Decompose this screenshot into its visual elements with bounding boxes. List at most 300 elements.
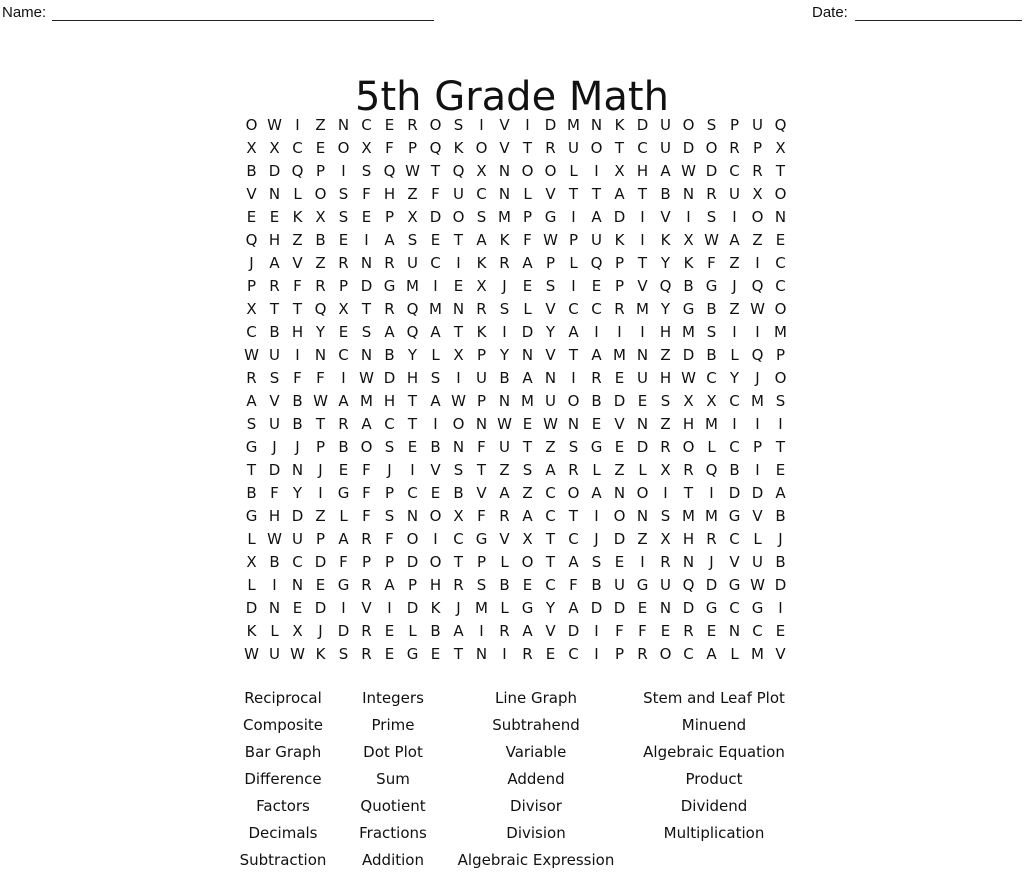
grid-letter[interactable]: I (433, 530, 438, 548)
grid-letter[interactable]: L (293, 185, 302, 203)
grid-letter[interactable]: S (499, 300, 510, 318)
grid-letter[interactable]: S (338, 185, 349, 203)
grid-letter[interactable]: K (315, 645, 326, 663)
grid-letter[interactable]: I (341, 162, 346, 180)
grid-letter[interactable]: Z (752, 231, 763, 249)
grid-letter[interactable]: A (338, 530, 349, 548)
grid-letter[interactable]: F (523, 231, 532, 249)
grid-letter[interactable]: I (709, 484, 714, 502)
grid-letter[interactable]: S (453, 461, 464, 479)
grid-letter[interactable]: F (362, 185, 371, 203)
grid-letter[interactable]: R (637, 645, 648, 663)
grid-letter[interactable]: P (384, 484, 395, 502)
grid-letter[interactable]: I (502, 645, 507, 663)
grid-letter[interactable]: K (660, 231, 671, 249)
grid-letter[interactable]: X (706, 392, 717, 410)
grid-letter[interactable]: U (476, 369, 487, 387)
grid-letter[interactable]: I (755, 254, 760, 272)
grid-letter[interactable]: A (614, 185, 625, 203)
grid-letter[interactable]: B (384, 346, 395, 364)
grid-letter[interactable]: C (729, 530, 740, 548)
grid-letter[interactable]: E (430, 645, 441, 663)
grid-letter[interactable]: N (475, 645, 488, 663)
grid-letter[interactable]: E (384, 645, 395, 663)
grid-letter[interactable]: Z (660, 346, 671, 364)
grid-letter[interactable]: F (293, 369, 302, 387)
grid-letter[interactable]: Y (660, 254, 671, 272)
grid-letter[interactable]: D (268, 461, 281, 479)
grid-letter[interactable]: B (315, 231, 326, 249)
grid-letter[interactable]: O (682, 116, 695, 134)
grid-letter[interactable]: G (475, 530, 488, 548)
grid-letter[interactable]: O (544, 162, 557, 180)
grid-letter[interactable]: Q (452, 162, 465, 180)
grid-letter[interactable]: A (522, 622, 533, 640)
grid-letter[interactable]: I (295, 346, 300, 364)
grid-letter[interactable]: L (408, 622, 417, 640)
grid-letter[interactable]: I (295, 116, 300, 134)
grid-letter[interactable]: R (453, 576, 464, 594)
grid-letter[interactable]: W (244, 346, 259, 364)
grid-letter[interactable]: T (407, 392, 418, 410)
grid-letter[interactable]: B (591, 392, 602, 410)
grid-letter[interactable]: R (683, 622, 694, 640)
grid-letter[interactable]: E (706, 622, 717, 640)
grid-letter[interactable]: D (383, 369, 396, 387)
grid-letter[interactable]: E (361, 208, 372, 226)
grid-letter[interactable]: D (682, 139, 695, 157)
grid-letter[interactable]: I (341, 369, 346, 387)
grid-letter[interactable]: J (502, 277, 507, 295)
grid-letter[interactable]: U (660, 576, 671, 594)
grid-letter[interactable]: P (246, 277, 257, 295)
grid-letter[interactable]: B (430, 438, 441, 456)
grid-letter[interactable]: M (567, 116, 580, 134)
grid-letter[interactable]: C (430, 254, 441, 272)
grid-letter[interactable]: E (384, 622, 395, 640)
grid-letter[interactable]: P (407, 139, 418, 157)
grid-letter[interactable]: R (338, 415, 349, 433)
grid-letter[interactable]: U (637, 369, 648, 387)
grid-letter[interactable]: S (269, 369, 280, 387)
grid-letter[interactable]: R (384, 300, 395, 318)
grid-letter[interactable]: N (314, 346, 327, 364)
grid-letter[interactable]: A (522, 507, 533, 525)
grid-letter[interactable]: P (384, 553, 395, 571)
grid-letter[interactable]: V (269, 392, 280, 410)
grid-letter[interactable]: Q (751, 277, 764, 295)
grid-letter[interactable]: K (683, 254, 694, 272)
grid-letter[interactable]: J (732, 277, 737, 295)
grid-letter[interactable]: O (751, 208, 764, 226)
grid-letter[interactable]: H (268, 507, 281, 525)
grid-letter[interactable]: U (453, 185, 464, 203)
grid-letter[interactable]: R (545, 139, 556, 157)
grid-letter[interactable]: C (568, 530, 579, 548)
grid-letter[interactable]: C (683, 645, 694, 663)
grid-letter[interactable]: Q (751, 346, 764, 364)
grid-letter[interactable]: G (728, 576, 741, 594)
grid-letter[interactable]: U (407, 254, 418, 272)
grid-letter[interactable]: Z (545, 438, 556, 456)
grid-letter[interactable]: P (315, 438, 326, 456)
grid-letter[interactable]: D (337, 622, 350, 640)
grid-letter[interactable]: S (568, 438, 579, 456)
grid-letter[interactable]: I (456, 254, 461, 272)
grid-letter[interactable]: K (614, 231, 625, 249)
grid-letter[interactable]: S (706, 323, 717, 341)
grid-letter[interactable]: V (499, 530, 510, 548)
grid-letter[interactable]: O (337, 139, 350, 157)
grid-letter[interactable]: Z (522, 484, 533, 502)
grid-letter[interactable]: R (499, 254, 510, 272)
grid-letter[interactable]: C (246, 323, 257, 341)
grid-letter[interactable]: E (338, 461, 349, 479)
grid-letter[interactable]: V (246, 185, 257, 203)
grid-letter[interactable]: P (315, 162, 326, 180)
grid-letter[interactable]: L (730, 346, 739, 364)
grid-letter[interactable]: E (292, 599, 303, 617)
grid-letter[interactable]: X (752, 185, 763, 203)
grid-letter[interactable]: N (498, 185, 511, 203)
grid-letter[interactable]: A (499, 484, 510, 502)
grid-letter[interactable]: I (433, 277, 438, 295)
grid-letter[interactable]: H (636, 162, 649, 180)
grid-letter[interactable]: Q (590, 254, 603, 272)
grid-letter[interactable]: D (751, 484, 764, 502)
grid-letter[interactable]: L (753, 530, 762, 548)
grid-letter[interactable]: Q (429, 139, 442, 157)
grid-letter[interactable]: N (360, 346, 373, 364)
grid-letter[interactable]: G (521, 599, 534, 617)
grid-letter[interactable]: M (360, 392, 373, 410)
grid-letter[interactable]: T (453, 553, 464, 571)
grid-letter[interactable]: N (682, 185, 695, 203)
grid-letter[interactable]: O (429, 553, 442, 571)
grid-letter[interactable]: R (246, 369, 257, 387)
grid-letter[interactable]: W (267, 530, 282, 548)
grid-letter[interactable]: B (499, 576, 510, 594)
word-search-grid[interactable] (240, 114, 792, 666)
grid-letter[interactable]: B (453, 484, 464, 502)
grid-letter[interactable]: V (499, 116, 510, 134)
grid-letter[interactable]: F (362, 461, 371, 479)
grid-letter[interactable]: S (476, 576, 487, 594)
grid-letter[interactable]: C (545, 484, 556, 502)
grid-letter[interactable]: D (613, 392, 626, 410)
grid-letter[interactable]: U (660, 139, 671, 157)
grid-letter[interactable]: J (318, 461, 323, 479)
grid-letter[interactable]: E (545, 645, 556, 663)
grid-letter[interactable]: T (453, 323, 464, 341)
grid-letter[interactable]: D (728, 484, 741, 502)
grid-letter[interactable]: E (522, 415, 533, 433)
grid-letter[interactable]: M (429, 300, 442, 318)
grid-letter[interactable]: I (387, 599, 392, 617)
grid-letter[interactable]: D (314, 599, 327, 617)
grid-letter[interactable]: F (385, 530, 394, 548)
grid-letter[interactable]: W (451, 392, 466, 410)
grid-letter[interactable]: I (272, 576, 277, 594)
grid-letter[interactable]: R (568, 461, 579, 479)
grid-letter[interactable]: T (775, 438, 786, 456)
grid-letter[interactable]: Q (774, 116, 787, 134)
grid-letter[interactable]: R (338, 254, 349, 272)
grid-letter[interactable]: I (410, 461, 415, 479)
grid-letter[interactable]: D (705, 162, 718, 180)
grid-letter[interactable]: L (707, 438, 716, 456)
grid-letter[interactable]: T (361, 300, 372, 318)
grid-letter[interactable]: V (292, 254, 303, 272)
grid-letter[interactable]: I (755, 323, 760, 341)
grid-letter[interactable]: R (499, 622, 510, 640)
grid-letter[interactable]: G (245, 438, 258, 456)
grid-letter[interactable]: N (268, 599, 281, 617)
grid-letter[interactable]: E (637, 599, 648, 617)
grid-letter[interactable]: I (456, 369, 461, 387)
grid-letter[interactable]: P (729, 116, 740, 134)
grid-letter[interactable]: T (568, 507, 579, 525)
grid-letter[interactable]: M (682, 323, 695, 341)
grid-letter[interactable]: B (292, 415, 303, 433)
grid-letter[interactable]: E (338, 323, 349, 341)
grid-letter[interactable]: R (361, 576, 372, 594)
grid-letter[interactable]: I (364, 231, 369, 249)
grid-letter[interactable]: A (430, 323, 441, 341)
grid-letter[interactable]: J (387, 461, 392, 479)
grid-letter[interactable]: R (384, 254, 395, 272)
grid-letter[interactable]: X (292, 622, 303, 640)
grid-letter[interactable]: H (659, 323, 672, 341)
grid-letter[interactable]: G (245, 507, 258, 525)
grid-letter[interactable]: O (774, 300, 787, 318)
grid-letter[interactable]: C (407, 484, 418, 502)
grid-letter[interactable]: W (750, 576, 765, 594)
grid-letter[interactable]: L (247, 576, 256, 594)
grid-letter[interactable]: I (594, 622, 599, 640)
grid-letter[interactable]: P (476, 346, 487, 364)
grid-letter[interactable]: E (269, 208, 280, 226)
grid-letter[interactable]: E (775, 622, 786, 640)
grid-letter[interactable]: V (545, 622, 556, 640)
grid-letter[interactable]: C (545, 507, 556, 525)
grid-letter[interactable]: Y (660, 300, 671, 318)
grid-letter[interactable]: O (429, 507, 442, 525)
grid-letter[interactable]: T (614, 139, 625, 157)
grid-letter[interactable]: H (429, 576, 442, 594)
grid-letter[interactable]: T (522, 139, 533, 157)
grid-letter[interactable]: O (521, 162, 534, 180)
grid-letter[interactable]: K (614, 116, 625, 134)
grid-letter[interactable]: V (361, 599, 372, 617)
grid-letter[interactable]: M (498, 208, 511, 226)
grid-letter[interactable]: O (613, 507, 626, 525)
grid-letter[interactable]: D (314, 553, 327, 571)
grid-letter[interactable]: Z (499, 461, 510, 479)
grid-letter[interactable]: I (502, 323, 507, 341)
grid-letter[interactable]: V (430, 461, 441, 479)
grid-letter[interactable]: G (406, 645, 419, 663)
grid-letter[interactable]: Q (245, 231, 258, 249)
grid-letter[interactable]: N (567, 415, 580, 433)
grid-letter[interactable]: K (499, 231, 510, 249)
grid-letter[interactable]: T (522, 438, 533, 456)
grid-letter[interactable]: W (543, 231, 558, 249)
grid-letter[interactable]: I (755, 415, 760, 433)
grid-letter[interactable]: W (290, 645, 305, 663)
grid-letter[interactable]: G (544, 208, 557, 226)
grid-letter[interactable]: I (732, 208, 737, 226)
grid-letter[interactable]: A (361, 415, 372, 433)
grid-letter[interactable]: Z (315, 254, 326, 272)
grid-letter[interactable]: U (269, 415, 280, 433)
grid-letter[interactable]: Y (315, 323, 326, 341)
grid-letter[interactable]: U (568, 139, 579, 157)
grid-letter[interactable]: M (682, 507, 695, 525)
grid-letter[interactable]: L (523, 300, 532, 318)
grid-letter[interactable]: E (430, 231, 441, 249)
grid-letter[interactable]: N (728, 622, 741, 640)
grid-letter[interactable]: R (361, 622, 372, 640)
grid-letter[interactable]: T (545, 530, 556, 548)
grid-letter[interactable]: P (361, 553, 372, 571)
grid-letter[interactable]: F (339, 553, 348, 571)
grid-letter[interactable]: N (498, 162, 511, 180)
grid-letter[interactable]: A (591, 208, 602, 226)
grid-letter[interactable]: D (682, 599, 695, 617)
grid-letter[interactable]: N (636, 346, 649, 364)
grid-letter[interactable]: A (591, 484, 602, 502)
grid-letter[interactable]: Z (407, 185, 418, 203)
grid-letter[interactable]: Y (407, 346, 418, 364)
grid-letter[interactable]: B (338, 438, 349, 456)
grid-letter[interactable]: P (476, 553, 487, 571)
grid-letter[interactable]: F (707, 254, 716, 272)
grid-letter[interactable]: F (638, 622, 647, 640)
grid-letter[interactable]: A (591, 346, 602, 364)
grid-letter[interactable]: N (268, 185, 281, 203)
grid-letter[interactable]: M (406, 277, 419, 295)
grid-letter[interactable]: W (681, 369, 696, 387)
grid-letter[interactable]: P (752, 139, 763, 157)
grid-letter[interactable]: I (571, 369, 576, 387)
grid-letter[interactable]: H (406, 369, 419, 387)
grid-letter[interactable]: A (430, 392, 441, 410)
grid-letter[interactable]: Y (545, 599, 556, 617)
grid-letter[interactable]: O (659, 645, 672, 663)
grid-letter[interactable]: R (269, 277, 280, 295)
grid-letter[interactable]: J (249, 254, 254, 272)
grid-letter[interactable]: J (295, 438, 300, 456)
grid-letter[interactable]: T (568, 185, 579, 203)
grid-letter[interactable]: P (752, 438, 763, 456)
grid-letter[interactable]: W (267, 116, 282, 134)
grid-letter[interactable]: V (775, 645, 786, 663)
grid-letter[interactable]: I (318, 484, 323, 502)
grid-letter[interactable]: T (683, 484, 694, 502)
grid-letter[interactable]: A (522, 254, 533, 272)
grid-letter[interactable]: D (429, 208, 442, 226)
grid-letter[interactable]: B (292, 392, 303, 410)
grid-letter[interactable]: W (405, 162, 420, 180)
grid-letter[interactable]: T (476, 461, 487, 479)
grid-letter[interactable]: F (293, 277, 302, 295)
grid-letter[interactable]: D (360, 277, 373, 295)
grid-letter[interactable]: A (568, 323, 579, 341)
grid-letter[interactable]: I (686, 208, 691, 226)
grid-letter[interactable]: P (338, 277, 349, 295)
grid-letter[interactable]: I (640, 208, 645, 226)
grid-letter[interactable]: X (522, 530, 533, 548)
grid-letter[interactable]: O (567, 392, 580, 410)
grid-letter[interactable]: B (430, 622, 441, 640)
grid-letter[interactable]: U (545, 392, 556, 410)
grid-letter[interactable]: Y (729, 369, 740, 387)
grid-letter[interactable]: C (361, 116, 372, 134)
grid-letter[interactable]: Z (292, 231, 303, 249)
grid-letter[interactable]: K (292, 208, 303, 226)
grid-letter[interactable]: T (637, 185, 648, 203)
grid-letter[interactable]: E (637, 392, 648, 410)
grid-letter[interactable]: K (476, 254, 487, 272)
grid-letter[interactable]: P (545, 254, 556, 272)
grid-letter[interactable]: C (384, 415, 395, 433)
grid-letter[interactable]: O (475, 139, 488, 157)
grid-letter[interactable]: B (729, 461, 740, 479)
grid-letter[interactable]: S (545, 277, 556, 295)
grid-letter[interactable]: B (683, 277, 694, 295)
grid-letter[interactable]: N (659, 599, 672, 617)
grid-letter[interactable]: N (452, 300, 465, 318)
grid-letter[interactable]: S (522, 461, 533, 479)
grid-letter[interactable]: G (636, 576, 649, 594)
grid-letter[interactable]: G (705, 599, 718, 617)
grid-letter[interactable]: V (614, 415, 625, 433)
grid-letter[interactable]: B (499, 369, 510, 387)
grid-letter[interactable]: X (660, 530, 671, 548)
grid-letter[interactable]: U (752, 553, 763, 571)
grid-letter[interactable]: E (338, 231, 349, 249)
grid-letter[interactable]: U (729, 185, 740, 203)
grid-letter[interactable]: B (591, 576, 602, 594)
grid-letter[interactable]: R (591, 369, 602, 387)
grid-letter[interactable]: D (521, 323, 534, 341)
grid-letter[interactable]: E (614, 438, 625, 456)
grid-letter[interactable]: I (433, 415, 438, 433)
grid-letter[interactable]: S (384, 438, 395, 456)
grid-letter[interactable]: X (246, 139, 257, 157)
grid-letter[interactable]: H (291, 323, 304, 341)
grid-letter[interactable]: D (406, 553, 419, 571)
grid-letter[interactable]: I (778, 599, 783, 617)
grid-letter[interactable]: U (752, 116, 763, 134)
grid-letter[interactable]: I (525, 116, 530, 134)
grid-letter[interactable]: J (778, 530, 783, 548)
grid-letter[interactable]: S (338, 645, 349, 663)
grid-letter[interactable]: Y (292, 484, 303, 502)
grid-letter[interactable]: K (246, 622, 257, 640)
grid-letter[interactable]: M (774, 323, 787, 341)
grid-letter[interactable]: N (521, 346, 534, 364)
grid-letter[interactable]: O (245, 116, 258, 134)
grid-letter[interactable]: E (522, 576, 533, 594)
grid-letter[interactable]: V (729, 553, 740, 571)
grid-letter[interactable]: A (384, 231, 395, 249)
grid-letter[interactable]: C (292, 139, 303, 157)
grid-letter[interactable]: F (362, 507, 371, 525)
grid-letter[interactable]: H (659, 369, 672, 387)
grid-letter[interactable]: P (522, 208, 533, 226)
